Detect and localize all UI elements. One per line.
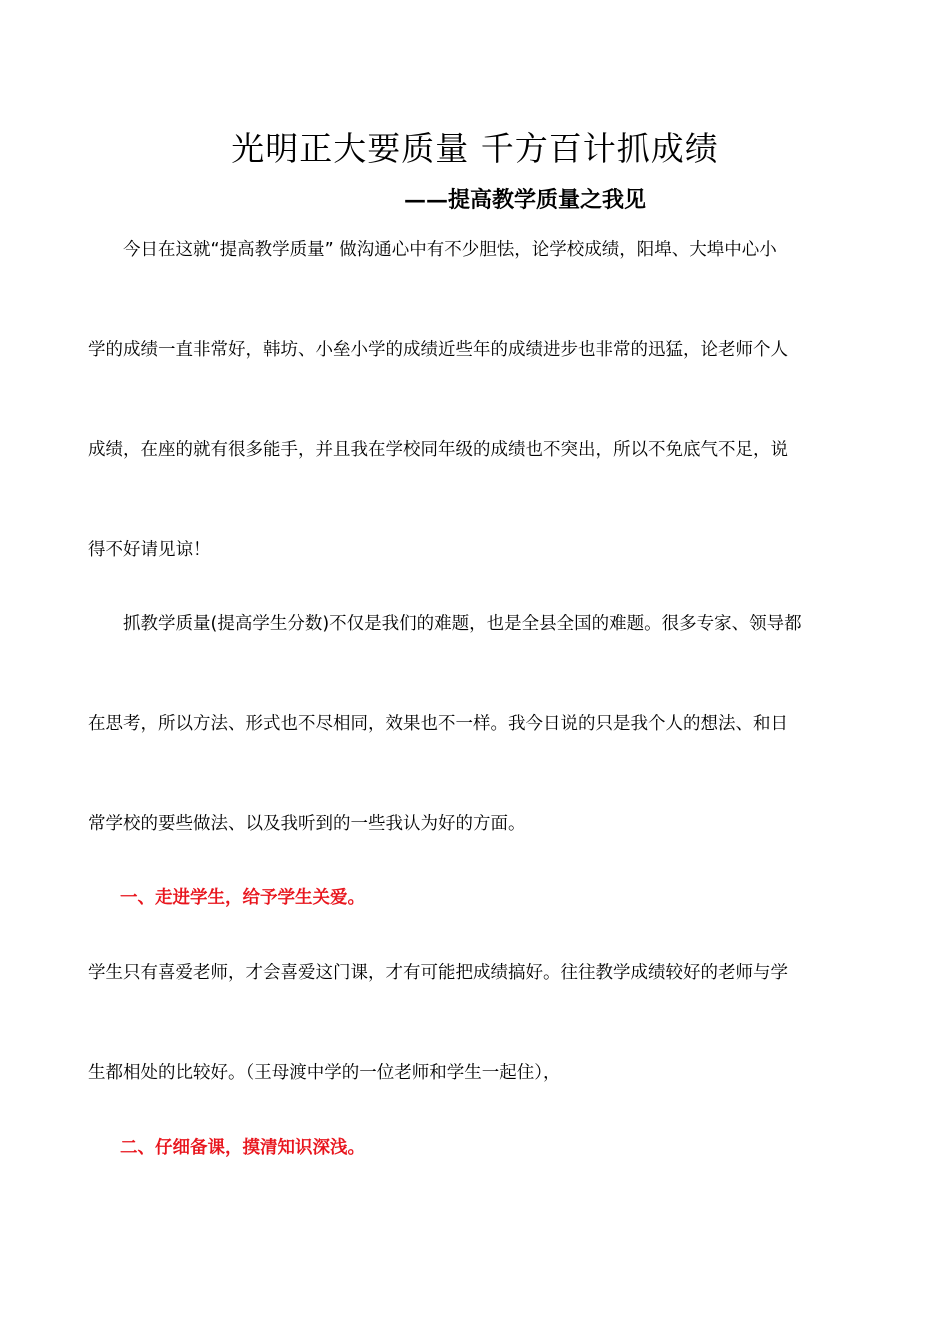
paragraph-line: 学生只有喜爱老师，才会喜爱这门课，才有可能把成绩搞好。往往教学成绩较好的老师与学 xyxy=(88,963,788,983)
paragraph-line: 成绩，在座的就有很多能手，并且我在学校同年级的成绩也不突出，所以不免底气不足，说 xyxy=(88,440,788,460)
paragraph-line: 生都相处的比较好。（王母渡中学的一位老师和学生一起住）， xyxy=(88,1063,561,1083)
paragraph-quality xyxy=(88,574,864,874)
paragraph-care xyxy=(88,923,864,1123)
section-heading-2: 二、仔细备课，摸清知识深浅。 xyxy=(120,1138,365,1158)
paragraph-line: 抓教学质量(提高学生分数)不仅是我们的难题，也是全县全国的难题。很多专家、领导都 xyxy=(123,614,802,634)
paragraph-line: 在思考，所以方法、形式也不尽相同，效果也不一样。我今日说的只是我个人的想法、和日 xyxy=(88,714,788,734)
document-subtitle: ——提高教学质量之我见 xyxy=(403,187,646,213)
paragraph-line: 得不好请见谅！ xyxy=(88,540,211,560)
paragraph-line: 常学校的要些做法、以及我听到的一些我认为好的方面。 xyxy=(88,814,526,834)
document-title: 光明正大要质量 千方百计抓成绩 xyxy=(231,129,719,168)
section-heading-1: 一、走进学生，给予学生关爱。 xyxy=(120,888,365,908)
paragraph-line: 学的成绩一直非常好，韩坊、小垒小学的成绩近些年的成绩进步也非常的迅猛，论老师个人 xyxy=(88,340,788,360)
paragraph-intro xyxy=(88,200,864,600)
paragraph-line: 今日在这就“提高教学质量” 做沟通心中有不少胆怯，论学校成绩，阳埠、大埠中心小 xyxy=(123,240,777,260)
